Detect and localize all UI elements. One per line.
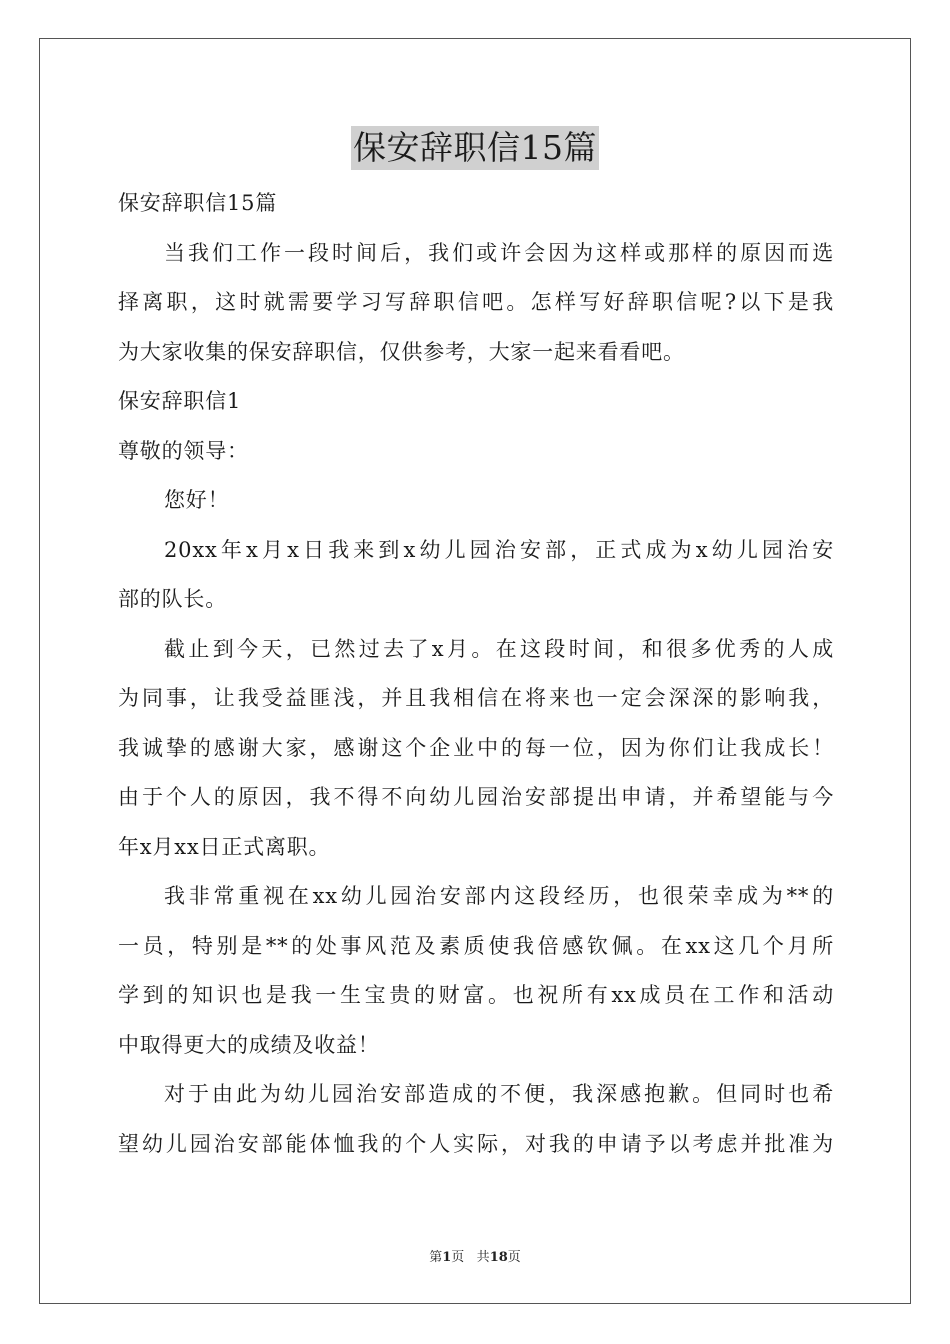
text-line: 为同事，让我受益匪浅，并且我相信在将来也一定会深深的影响我， — [118, 686, 834, 710]
text-line: 部的队长。 — [118, 587, 227, 611]
salutation: 尊敬的领导： — [118, 438, 249, 463]
footer-total-prefix: 共 — [476, 1250, 490, 1265]
greeting: 您好！ — [164, 488, 230, 512]
text-line: 对于由此为幼儿园治安部造成的不便，我深感抱歉。但同时也希 — [164, 1082, 834, 1106]
total-page-count: 18 — [489, 1250, 508, 1265]
document-title: 保安辞职信15篇 — [351, 126, 599, 170]
text-line: 年x月xx日正式离职。 — [118, 834, 331, 859]
text-line: 一员，特别是**的处事风范及素质使我倍感钦佩。在xx这几个月所 — [118, 933, 834, 958]
current-page-number: 1 — [442, 1250, 452, 1265]
text-line: 我非常重视在xx幼儿园治安部内这段经历，也很荣幸成为**的 — [164, 884, 834, 908]
document-body — [118, 179, 834, 1169]
text-line: 为大家收集的保安辞职信，仅供参考，大家一起来看看吧。 — [118, 339, 685, 364]
footer-total-suffix: 页 — [507, 1250, 521, 1265]
text-line: 中取得更大的成绩及收益！ — [118, 1032, 380, 1057]
text-line: 当我们工作一段时间后，我们或许会因为这样或那样的原因而选 — [164, 240, 834, 265]
footer-page-suffix: 页 — [451, 1250, 465, 1265]
text-line: 保安辞职信15篇 — [118, 191, 278, 215]
text-line: 截止到今天，已然过去了x月。在这段时间，和很多优秀的人成 — [164, 636, 834, 661]
page-footer — [0, 1246, 950, 1265]
title-container — [0, 126, 950, 170]
text-line: 学到的知识也是我一生宝贵的财富。也祝所有xx成员在工作和活动 — [118, 983, 834, 1007]
text-line: 望幼儿园治安部能体恤我的个人实际，对我的申请予以考虑并批准为 — [118, 1131, 834, 1156]
footer-prefix: 第 — [429, 1250, 443, 1265]
text-line: 20xx年x月x日我来到x幼儿园治安部，正式成为x幼儿园治安 — [164, 537, 834, 562]
text-line: 我诚挚的感谢大家，感谢这个企业中的每一位，因为你们让我成长！ — [118, 735, 834, 760]
section-heading: 保安辞职信1 — [118, 389, 242, 413]
text-line: 择离职，这时就需要学习写辞职信吧。怎样写好辞职信呢?以下是我 — [118, 290, 834, 314]
text-line: 由于个人的原因，我不得不向幼儿园治安部提出申请，并希望能与今 — [118, 785, 834, 809]
